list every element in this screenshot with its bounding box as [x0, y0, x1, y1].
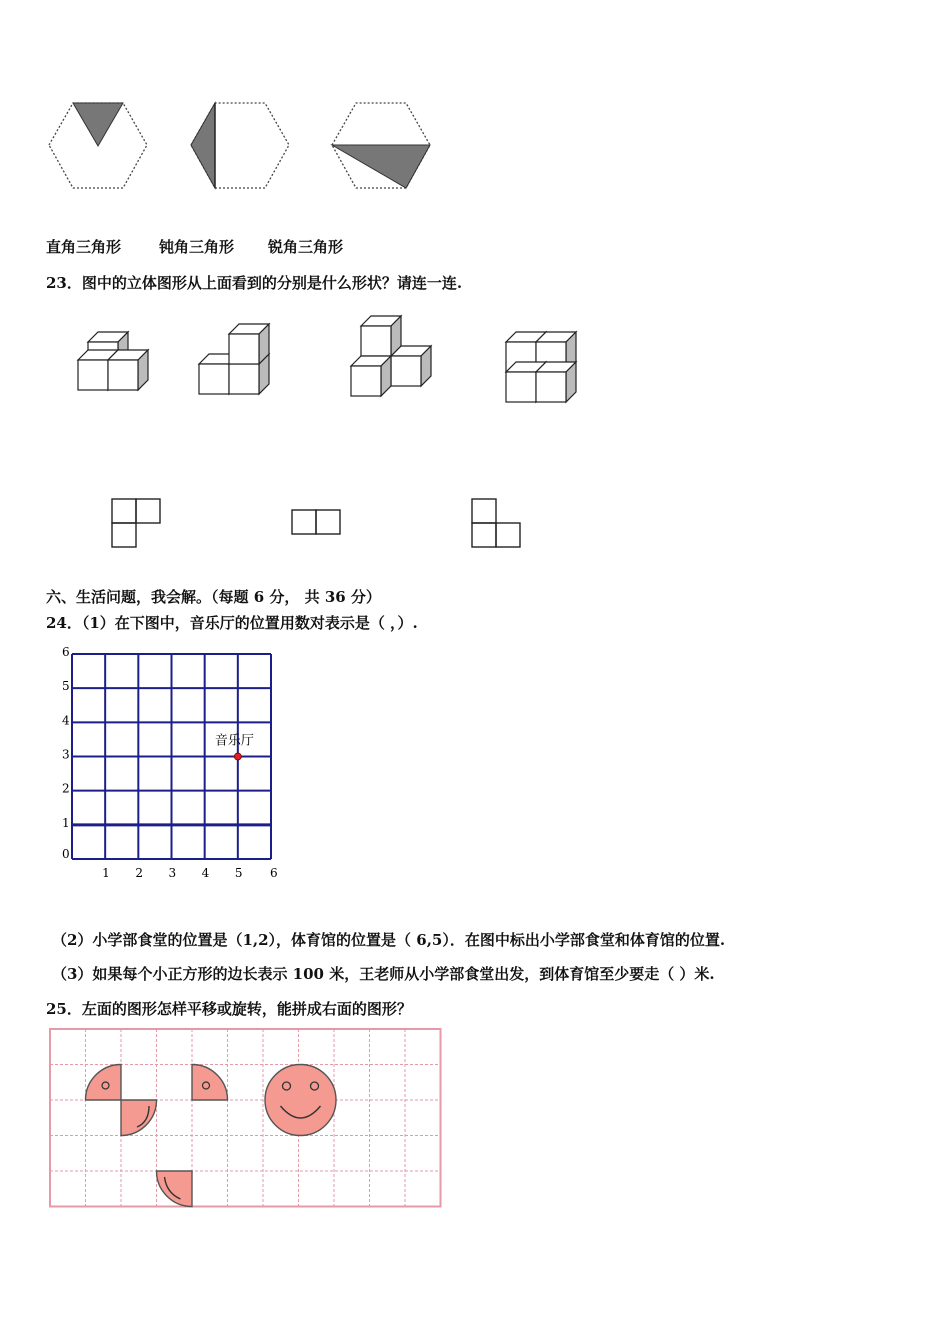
concert-hall-label: 音乐厅: [214, 733, 254, 749]
x-tick-label: 2: [135, 866, 143, 880]
y-tick-label: 0: [62, 847, 70, 861]
grid-border: [50, 1029, 441, 1207]
question-number: 23．: [46, 274, 82, 292]
question-25: 25．左面的图形怎样平移或旋转，能拼成右面的图形？: [46, 1000, 412, 1018]
question-text: 图中的立体图形从上面看到的分别是什么形状？请连一连.: [81, 274, 463, 292]
y-tick-label: 4: [62, 713, 70, 728]
x-tick-label: 3: [168, 866, 177, 880]
y-tick-label: 6: [62, 645, 70, 659]
section-6-title: 六、生活问题，我会解。（每题 6 分， 共 36 分）: [46, 588, 381, 606]
x-tick-label: 6: [270, 866, 278, 880]
smiley-face: [265, 1065, 336, 1136]
question-24-part-3: （3）如果每个小正方形的边长表示 100 米，王老师从小学部食堂出发，到体育馆至少要走（ ）米.: [52, 965, 715, 983]
question-24-part-1: 24．（1）在下图中，音乐厅的位置用数对表示是（ ，）.: [46, 614, 418, 632]
y-tick-label: 5: [62, 679, 70, 694]
x-tick-label: 1: [102, 866, 110, 880]
y-tick-label: 1: [62, 815, 70, 830]
y-tick-label: 3: [62, 747, 70, 762]
x-tick-label: 4: [201, 866, 210, 880]
hexagon-label-acute: 锐角三角形: [268, 238, 344, 256]
hexagon-label-obtuse: 钝角三角形: [159, 238, 235, 256]
x-tick-label: 5: [234, 866, 243, 880]
question-24-part-2: （2）小学部食堂的位置是（1,2），体育馆的位置是（ 6,5）．在图中标出小学部食堂和体育馆的位置.: [52, 931, 726, 949]
y-tick-label: 2: [62, 781, 70, 796]
hexagon-label-right: 直角三角形: [46, 238, 122, 256]
